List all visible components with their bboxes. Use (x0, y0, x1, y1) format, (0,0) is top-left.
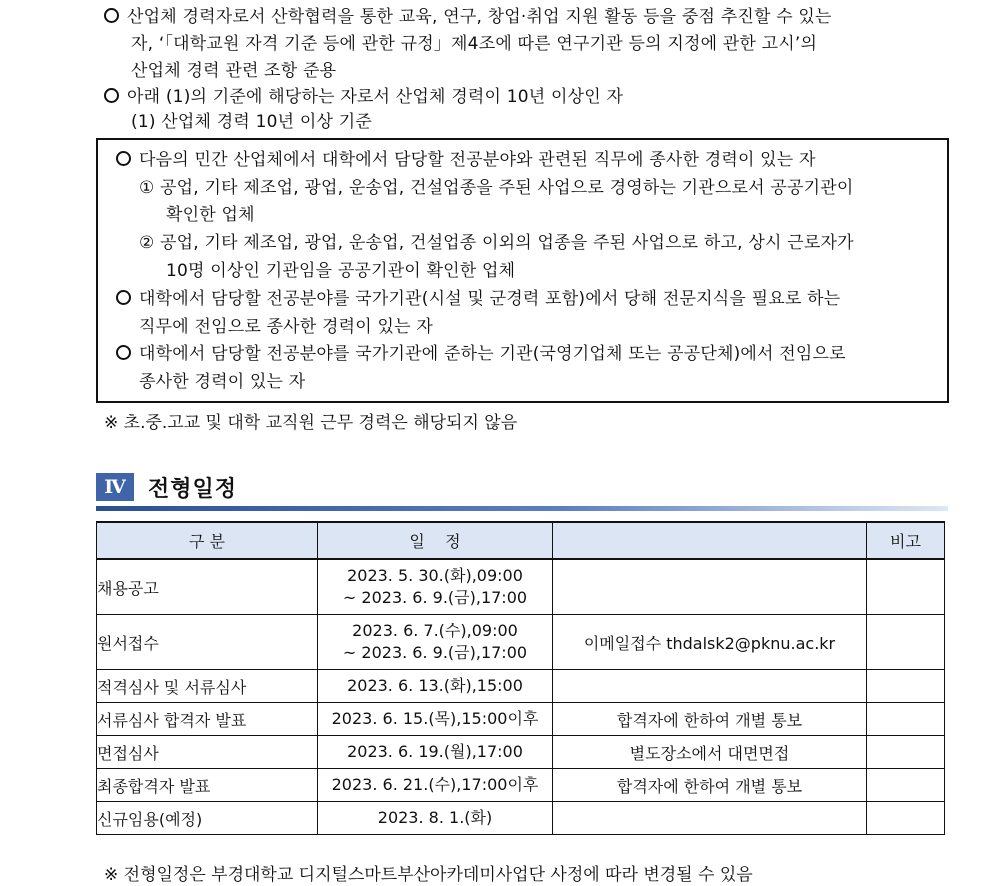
row-item: 원서접수 (97, 615, 318, 670)
schedule-change-note: ※ 전형일정은 부경대학교 디지털스마트부산아카데미사업단 사정에 따라 변경될 수 있음 (104, 865, 753, 885)
criteria-item-2-cont: 직무에 전임으로 종사한 경력이 있는 자 (139, 317, 433, 337)
row-note (553, 802, 867, 835)
row-item: 적격심사 및 서류심사 (97, 670, 318, 703)
row-note (553, 559, 867, 615)
row-note: 별도장소에서 대면면접 (553, 736, 867, 769)
intro-item-1: 산업체 경력자로서 산학협력을 통한 교육, 연구, 창업·취업 지원 활동 등을 중점 추진할 수 있는 (104, 6, 832, 28)
table-row (97, 670, 945, 703)
row-note: 합격자에 한하여 개별 통보 (553, 769, 867, 802)
exclusion-note: ※ 초.중.고교 및 대학 교직원 근무 경력은 해당되지 않음 (104, 413, 518, 433)
row-date: 2023. 6. 21.(수),17:00이후 (318, 769, 553, 802)
row-remark (867, 802, 945, 835)
row-note: 합격자에 한하여 개별 통보 (553, 703, 867, 736)
criteria-item-3: 대학에서 담당할 전공분야를 국가기관에 준하는 기관(국영기업체 또는 공공단체)에서 전임으로 (116, 343, 846, 365)
intro-item-2: 아래 (1)의 기준에 해당하는 자로서 산업체 경력이 10년 이상인 자 (104, 86, 623, 108)
criteria-sub-2: ② 공업, 기타 제조업, 광업, 운송업, 건설업종 이외의 업종을 주된 사업으로 하고, 상시 근로자가 (139, 233, 854, 253)
criteria-sub-1: ① 공업, 기타 제조업, 광업, 운송업, 건설업종을 주된 사업으로 경영하는 기관으로서 공공기관이 (139, 178, 854, 198)
section-numeral: Ⅳ (96, 473, 134, 501)
row-item: 최종합격자 발표 (97, 769, 318, 802)
row-note: 이메일접수 thdalsk2@pknu.ac.kr (553, 615, 867, 670)
criteria-item-3-cont: 종사한 경력이 있는 자 (139, 372, 306, 392)
schedule-table (96, 521, 945, 835)
section-rule (96, 506, 948, 511)
table-row (97, 703, 945, 736)
row-date: 2023. 6. 19.(월),17:00 (318, 736, 553, 769)
criteria-sub-2-cont: 10명 이상인 기관임을 공공기관이 확인한 업체 (166, 261, 516, 281)
row-remark (867, 670, 945, 703)
row-date: 2023. 6. 13.(화),15:00 (318, 670, 553, 703)
circle-bullet-icon (116, 345, 131, 360)
table-row (97, 802, 945, 835)
row-item: 채용공고 (97, 559, 318, 615)
row-date: 2023. 6. 15.(목),15:00이후 (318, 703, 553, 736)
table-row (97, 615, 945, 670)
row-item: 신규임용(예정) (97, 802, 318, 835)
table-row (97, 736, 945, 769)
row-remark (867, 769, 945, 802)
header-category: 구 분 (97, 522, 318, 559)
criteria-item-1: 다음의 민간 산업체에서 대학에서 담당할 전공분야와 관련된 직무에 종사한 경력이 있는 자 (116, 149, 816, 171)
header-blank (553, 522, 867, 559)
criteria-sub-1-cont: 확인한 업체 (166, 205, 255, 225)
row-item: 면접심사 (97, 736, 318, 769)
intro-criteria: (1) 산업체 경력 10년 이상 기준 (131, 112, 372, 132)
row-date: 2023. 6. 7.(수),09:00 ~ 2023. 6. 9.(금),17:00 (318, 615, 553, 670)
row-note (553, 670, 867, 703)
table-row (97, 559, 945, 615)
table-header-row (97, 522, 945, 559)
row-item: 서류심사 합격자 발표 (97, 703, 318, 736)
row-remark (867, 559, 945, 615)
row-date: 2023. 5. 30.(화),09:00 ~ 2023. 6. 9.(금),17:00 (318, 559, 553, 615)
section-heading (96, 472, 237, 502)
row-remark (867, 615, 945, 670)
circle-bullet-icon (116, 151, 131, 166)
row-date: 2023. 8. 1.(화) (318, 802, 553, 835)
intro-item-1-cont: 자, ‘「대학교원 자격 기준 등에 관한 규정」제4조에 따른 연구기관 등의 지정에 관한 고시’의 (131, 34, 818, 54)
row-remark (867, 736, 945, 769)
criteria-item-2: 대학에서 담당할 전공분야를 국가기관(시설 및 군경력 포함)에서 당해 전문지식을 필요로 하는 (116, 288, 840, 310)
circle-bullet-icon (104, 8, 119, 23)
section-title: 전형일정 (148, 476, 238, 502)
circle-bullet-icon (116, 290, 131, 305)
table-row (97, 769, 945, 802)
header-schedule: 일 정 (318, 522, 553, 559)
header-remark: 비고 (867, 522, 945, 559)
intro-item-1-cont2: 산업체 경력 관련 조항 준용 (131, 61, 337, 81)
row-remark (867, 703, 945, 736)
circle-bullet-icon (104, 88, 119, 103)
